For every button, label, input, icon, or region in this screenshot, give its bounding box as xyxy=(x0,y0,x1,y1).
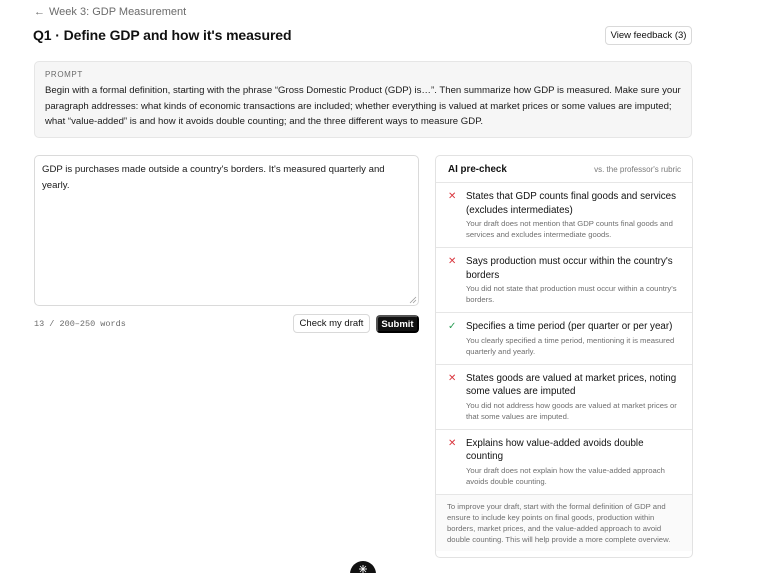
rubric-item-desc: You did not state that production must occur within a country's borders. xyxy=(466,284,677,304)
breadcrumb-label: Week 3: GDP Measurement xyxy=(49,6,187,18)
precheck-title: AI pre-check xyxy=(448,163,507,175)
prompt-panel xyxy=(34,61,692,138)
rubric-item-title: Explains how value-added avoids double counting xyxy=(466,437,644,462)
assistant-launcher-button[interactable] xyxy=(350,561,376,573)
sparkle-icon xyxy=(358,565,368,573)
precheck-subtitle: vs. the professor's rubric xyxy=(594,164,681,174)
rubric-item-desc: You clearly specified a time period, mentioning it is measured quarterly and yearly. xyxy=(466,335,675,356)
precheck-header xyxy=(436,156,692,183)
rubric-item xyxy=(436,365,692,430)
rubric-item-desc: Your draft does not mention that GDP counts final goods and services and excludes intermediate goods. xyxy=(466,219,673,239)
submit-button[interactable]: Submit xyxy=(376,315,419,333)
check-icon: ✓ xyxy=(448,321,457,332)
resize-handle-icon[interactable] xyxy=(409,296,417,304)
rubric-item xyxy=(436,183,692,248)
prompt-label: PROMPT xyxy=(45,70,83,79)
arrow-left-icon: ← xyxy=(34,6,45,18)
word-count: 13 / 200–250 words xyxy=(34,319,126,329)
rubric-item-title: Specifies a time period (per quarter or per year) xyxy=(466,321,673,332)
rubric-item-desc: You did not address how goods are valued at market prices or that some values are imputed. xyxy=(466,400,677,421)
cross-icon: ✕ xyxy=(448,191,457,202)
rubric-item-title: Says production must occur within the country's borders xyxy=(466,256,673,281)
rubric-item-title: States that GDP counts final goods and services (excludes intermediates) xyxy=(466,191,677,216)
prompt-text: Begin with a formal definition, starting with the phrase “Gross Domestic Product (GDP) is…”. Then summarize how GDP is measured. Make sure your paragraph addresses: what kinds of economic transactions are included; whether everything is valued at market prices or some values are imputed; what “value-added” is and how it avoids double counting; and the three different ways to measure GDP. xyxy=(45,85,681,127)
rubric-item xyxy=(436,248,692,313)
cross-icon: ✕ xyxy=(448,372,457,384)
answer-textarea[interactable] xyxy=(34,155,419,306)
rubric-item xyxy=(436,430,692,495)
check-draft-button[interactable]: Check my draft xyxy=(293,314,370,333)
precheck-summary: To improve your draft, start with the formal definition of GDP and ensure to include key points on final goods, production within borders, market prices, and the value-added approach to avoid double counting. This will help provide a more complete overview. xyxy=(436,495,692,551)
cross-icon: ✕ xyxy=(448,256,457,267)
ai-precheck-panel xyxy=(435,155,693,558)
rubric-item xyxy=(436,313,692,365)
cross-icon: ✕ xyxy=(448,437,457,449)
page-title: Q1 · Define GDP and how it's measured xyxy=(33,27,292,43)
rubric-item-desc: Your draft does not explain how the value-added approach avoids double counting. xyxy=(466,465,665,486)
rubric-item-title: States goods are valued at market prices, noting some values are imputed xyxy=(466,372,677,397)
view-feedback-button[interactable]: View feedback (3) xyxy=(605,26,692,45)
back-link[interactable] xyxy=(34,6,186,18)
